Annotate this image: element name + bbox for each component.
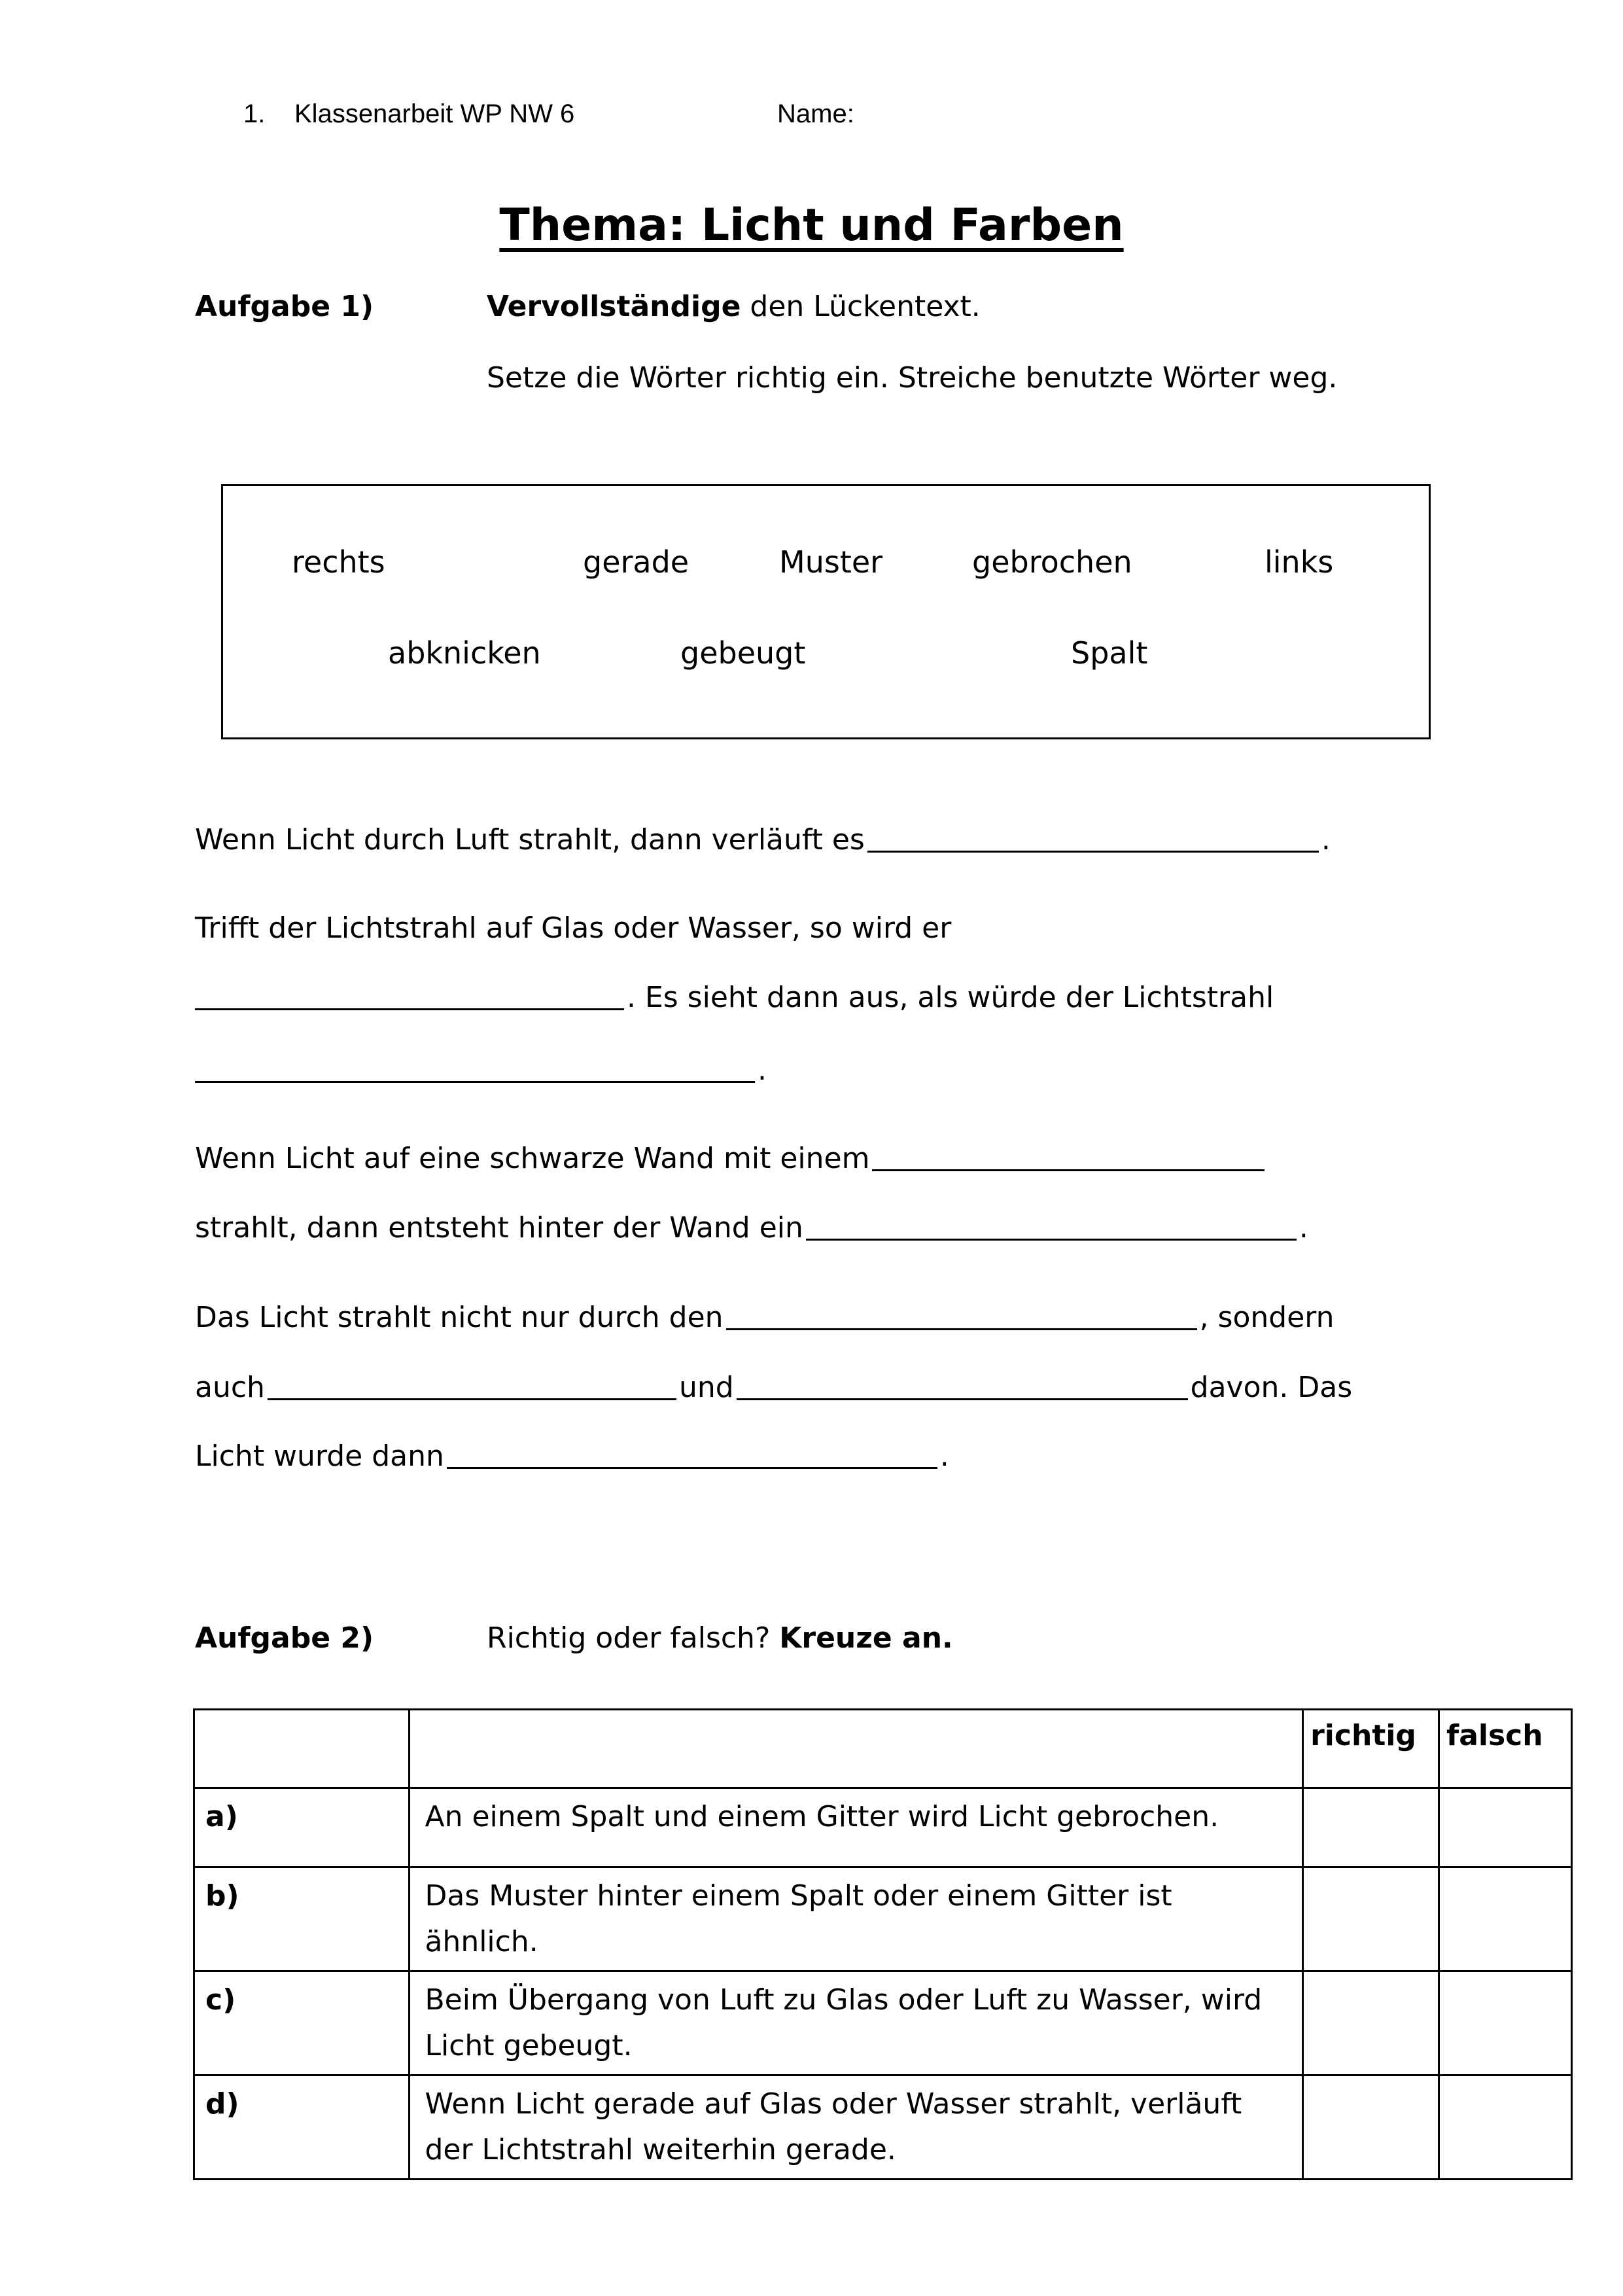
cloze-text: davon. Das bbox=[1190, 1371, 1353, 1404]
row-id: b) bbox=[194, 1867, 410, 1971]
cloze-text: Trifft der Lichtstrahl auf Glas oder Wasser, so wird er bbox=[195, 911, 952, 945]
word-bank bbox=[221, 484, 1431, 739]
header-richtig: richtig bbox=[1303, 1710, 1439, 1788]
task2-label: Aufgabe 2) bbox=[195, 1621, 374, 1655]
word-bank-item: gerade bbox=[583, 544, 689, 580]
statement: Beim Übergang von Luft zu Glas oder Luft zu Wasser, wird Licht gebeugt. bbox=[410, 1971, 1303, 2075]
word-bank-item: rechts bbox=[292, 544, 385, 580]
word-bank-item: abknicken bbox=[388, 635, 541, 671]
statement: Wenn Licht gerade auf Glas oder Wasser strahlt, verläuft der Lichtstrahl weiterhin gerade. bbox=[410, 2075, 1303, 2180]
word-bank-item: gebrochen bbox=[972, 544, 1132, 580]
cloze-text: Das Licht strahlt nicht nur durch den bbox=[195, 1301, 724, 1334]
statement: An einem Spalt und einem Gitter wird Licht gebrochen. bbox=[410, 1788, 1303, 1867]
blank-field[interactable] bbox=[872, 1143, 1265, 1171]
cloze-line-1 bbox=[195, 823, 1331, 857]
word-bank-item: links bbox=[1265, 544, 1334, 580]
page-title: Thema: Licht und Farben bbox=[499, 200, 1124, 251]
true-false-table bbox=[193, 1708, 1573, 2180]
blank-field[interactable] bbox=[195, 982, 624, 1010]
blank-field[interactable] bbox=[867, 824, 1319, 853]
cloze-text: auch bbox=[195, 1371, 265, 1404]
cloze-text: . bbox=[939, 1439, 949, 1473]
cloze-line-4 bbox=[192, 1053, 767, 1087]
exam-title: Klassenarbeit WP NW 6 bbox=[294, 99, 575, 128]
task1-instruction2: Setze die Wörter richtig ein. Streiche benutzte Wörter weg. bbox=[487, 361, 1338, 395]
word-bank-item: Spalt bbox=[1071, 635, 1148, 671]
cloze-line-7 bbox=[195, 1301, 1334, 1334]
statement: Das Muster hinter einem Spalt oder einem Gitter ist ähnlich. bbox=[410, 1867, 1303, 1971]
richtig-checkbox-cell[interactable] bbox=[1303, 1867, 1439, 1971]
cloze-text: . bbox=[758, 1053, 767, 1087]
cloze-line-2 bbox=[195, 911, 951, 945]
cloze-text: . bbox=[1299, 1211, 1308, 1245]
cloze-text: Wenn Licht auf eine schwarze Wand mit einem bbox=[195, 1142, 870, 1175]
row-id: a) bbox=[194, 1788, 410, 1867]
richtig-checkbox-cell[interactable] bbox=[1303, 1788, 1439, 1867]
table-row bbox=[194, 1971, 1572, 2075]
cloze-line-5 bbox=[195, 1142, 1267, 1175]
name-label: Name: bbox=[777, 99, 854, 128]
richtig-checkbox-cell[interactable] bbox=[1303, 2075, 1439, 2180]
blank-field[interactable] bbox=[806, 1212, 1297, 1241]
cloze-line-3 bbox=[192, 981, 1274, 1014]
blank-field[interactable] bbox=[737, 1372, 1188, 1400]
task1-instruction: Vervollständige den Lückentext. bbox=[487, 290, 981, 323]
blank-field[interactable] bbox=[726, 1302, 1197, 1330]
cloze-line-9 bbox=[195, 1439, 949, 1473]
cloze-text: . bbox=[1321, 823, 1331, 857]
header-cell bbox=[194, 1710, 410, 1788]
table-row bbox=[194, 2075, 1572, 2180]
cloze-line-8 bbox=[195, 1371, 1352, 1404]
table-row bbox=[194, 1867, 1572, 1971]
cloze-text: strahlt, dann entsteht hinter der Wand ein bbox=[195, 1211, 803, 1245]
header-cell bbox=[410, 1710, 1303, 1788]
row-id: c) bbox=[194, 1971, 410, 2075]
cloze-text: Licht wurde dann bbox=[195, 1439, 444, 1473]
word-bank-item: gebeugt bbox=[680, 635, 806, 671]
table-header-row bbox=[194, 1710, 1572, 1788]
task1-label: Aufgabe 1) bbox=[195, 290, 374, 323]
cloze-text: Wenn Licht durch Luft strahlt, dann verläuft es bbox=[195, 823, 865, 857]
word-bank-item: Muster bbox=[779, 544, 883, 580]
table-row bbox=[194, 1788, 1572, 1867]
falsch-checkbox-cell[interactable] bbox=[1439, 2075, 1572, 2180]
cloze-line-6 bbox=[195, 1211, 1308, 1245]
cloze-text: , sondern bbox=[1199, 1301, 1335, 1334]
header-falsch: falsch bbox=[1439, 1710, 1572, 1788]
cloze-text: und bbox=[678, 1371, 734, 1404]
exam-number: 1. bbox=[243, 99, 266, 128]
cloze-text: . Es sieht dann aus, als würde der Lichtstrahl bbox=[627, 981, 1274, 1014]
row-id: d) bbox=[194, 2075, 410, 2180]
task2-instruction: Richtig oder falsch? Kreuze an. bbox=[487, 1621, 953, 1655]
falsch-checkbox-cell[interactable] bbox=[1439, 1788, 1572, 1867]
blank-field[interactable] bbox=[447, 1441, 937, 1469]
richtig-checkbox-cell[interactable] bbox=[1303, 1971, 1439, 2075]
blank-field[interactable] bbox=[268, 1372, 676, 1400]
falsch-checkbox-cell[interactable] bbox=[1439, 1867, 1572, 1971]
falsch-checkbox-cell[interactable] bbox=[1439, 1971, 1572, 2075]
blank-field[interactable] bbox=[195, 1055, 755, 1083]
